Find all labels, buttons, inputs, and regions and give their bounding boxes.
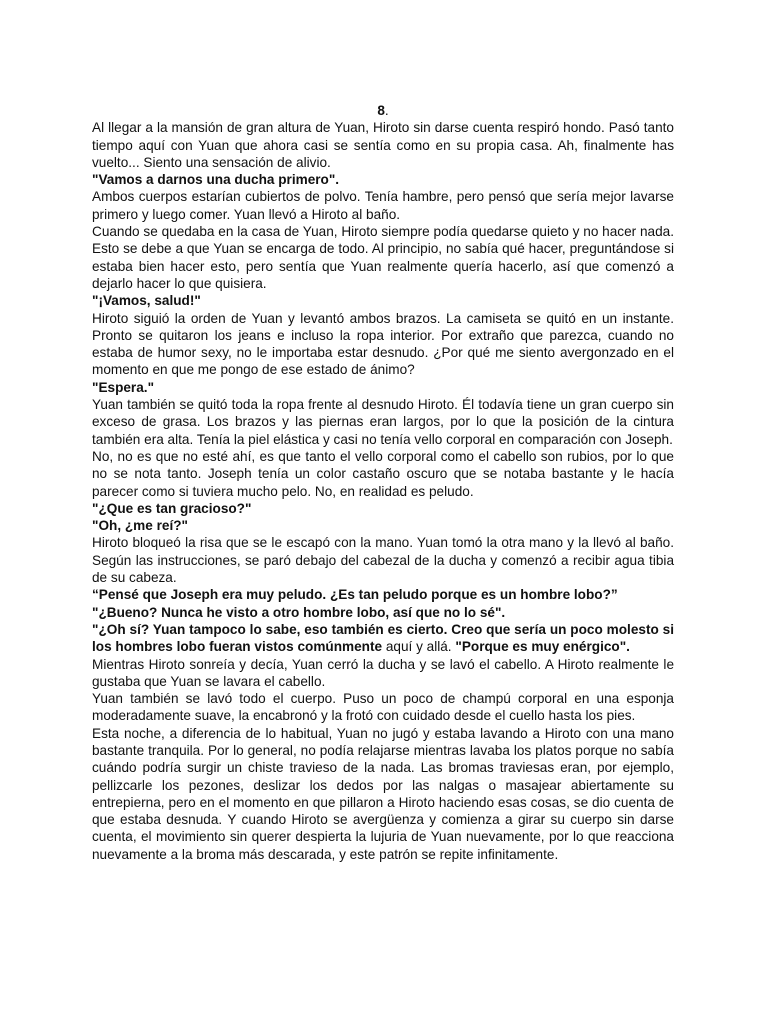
paragraph [92,656,674,691]
narrative-text: Cuando se quedaba en la casa de Yuan, Hiroto siempre podía quedarse quieto y no hacer nada. Esto se debe a que Yuan se encarga de todo. Al principio, no sabía qué hacer, preguntándose si estaba bien hacer esto, pero sentía que Yuan realmente quería hacerlo, así que comenzó a dejarlo hacer lo que quisiera. [92,224,674,291]
dialogue-bold-text: "¡Vamos, salud!" [92,293,201,309]
paragraph [92,171,674,188]
paragraph [92,517,674,534]
narrative-text: Al llegar a la mansión de gran altura de Yuan, Hiroto sin darse cuenta respiró hondo. Pasó tanto tiempo aquí con Yuan que ahora casi se sentía como en su propia casa. Ah, finalmente has vuelto... Siento una sensación de alivio. [92,120,674,170]
paragraph [92,292,674,309]
paragraph [92,586,674,603]
dialogue-bold-text: "Vamos a darnos una ducha primero". [92,172,340,188]
paragraph [92,310,674,379]
paragraph [92,448,674,500]
chapter-number: 8 [377,103,385,118]
paragraph [92,621,674,656]
chapter-number-period: . [384,103,389,118]
narrative-text: Hiroto bloqueó la risa que se le escapó con la mano. Yuan tomó la otra mano y la llevó al baño. Según las instrucciones, se paró debajo del cabezal de la ducha y comenzó a recibir agua tibia de su cabeza. [92,535,674,586]
dialogue-bold-text: "¿Bueno? Nunca he visto a otro hombre lobo, así que no lo sé". [92,604,506,620]
paragraph [92,396,674,448]
narrative-text: Yuan también se lavó todo el cuerpo. Puso un poco de champú corporal en una esponja moderadamente suave, la encabronó y la frotó con cuidado desde el cuello hasta los pies. [92,691,674,724]
paragraph [92,379,674,396]
body-text [92,119,674,863]
paragraph [92,534,674,586]
dialogue-bold-text: "Porque es muy enérgico". [455,639,630,655]
paragraph [92,604,674,621]
narrative-text: Ambos cuerpos estarían cubiertos de polvo. Tenía hambre, pero pensó que sería mejor lavarse primero y luego comer. Yuan llevó a Hiroto al baño. [92,189,674,222]
narrative-text: No, no es que no esté ahí, es que tanto el vello corporal como el cabello son rubios, por lo que no se nota tanto. Joseph tenía un color castaño oscuro que se notaba bastante y le hacía parecer como si tuviera mucho pelo. No, en realidad es peludo. [92,448,674,499]
document-page [92,102,674,863]
paragraph [92,690,674,725]
paragraph [92,725,674,863]
chapter-heading [92,102,674,119]
paragraph [92,188,674,223]
narrative-text: Mientras Hiroto sonreía y decía, Yuan cerró la ducha y se lavó el cabello. A Hiroto realmente le gustaba que Yuan se lavara el cabello. [92,656,674,689]
paragraph [92,223,674,292]
paragraph [92,500,674,517]
dialogue-bold-text: "¿Oh sí? Yuan tampoco lo sabe, eso también es cierto. Creo que sería un poco molesto si los hombres lobo fueran vistos comúnmente [92,621,674,655]
dialogue-bold-text: "Espera." [92,379,155,395]
narrative-text: Esta noche, a diferencia de lo habitual, Yuan no jugó y estaba lavando a Hiroto con una mano bastante tranquila. Por lo general, no podía relajarse mientras lavaba los platos porque no sabía cuándo podría surgir un chiste travieso de la nada. Las bromas traviesas eran, por ejemplo, pellizcarle los pezones, deslizar los dedos por las nalgas o masajear abiertamente su entrepierna, pero en el momento en que pillaron a Hiroto haciendo esas cosas, se dio cuenta de que estaba desnuda. Y cuando Hiroto se avergüenza y comienza a girar su cuerpo sin darse cuenta, el movimiento sin querer despierta la lujuria de Yuan nuevamente, por lo que reacciona nuevamente a la broma más descarada, y este patrón se repite infinitamente. [92,725,674,862]
paragraph [92,119,674,171]
narrative-text: Yuan también se quitó toda la ropa frente al desnudo Hiroto. Él todavía tiene un gran cuerpo sin exceso de grasa. Los brazos y las piernas eran largos, por lo que la posición de la cintura también era alta. Tenía la piel elástica y casi no tenía vello corporal en comparación con Joseph. [92,397,674,447]
dialogue-bold-text: "¿Que es tan gracioso?" [92,500,252,516]
narrative-text: Hiroto siguió la orden de Yuan y levantó ambos brazos. La camiseta se quitó en un instante. Pronto se quitaron los jeans e incluso la ropa interior. Por extraño que parezca, cuando no estaba de humor sexy, no le importaba estar desnudo. ¿Por qué me siento avergonzado en el momento en que me pongo de ese estado de ánimo? [92,310,674,378]
dialogue-bold-text: "Oh, ¿me reí?" [92,518,188,534]
dialogue-bold-text: “Pensé que Joseph era muy peludo. ¿Es tan peludo porque es un hombre lobo?” [92,587,618,603]
narrative-text: aquí y allá. [382,639,456,655]
